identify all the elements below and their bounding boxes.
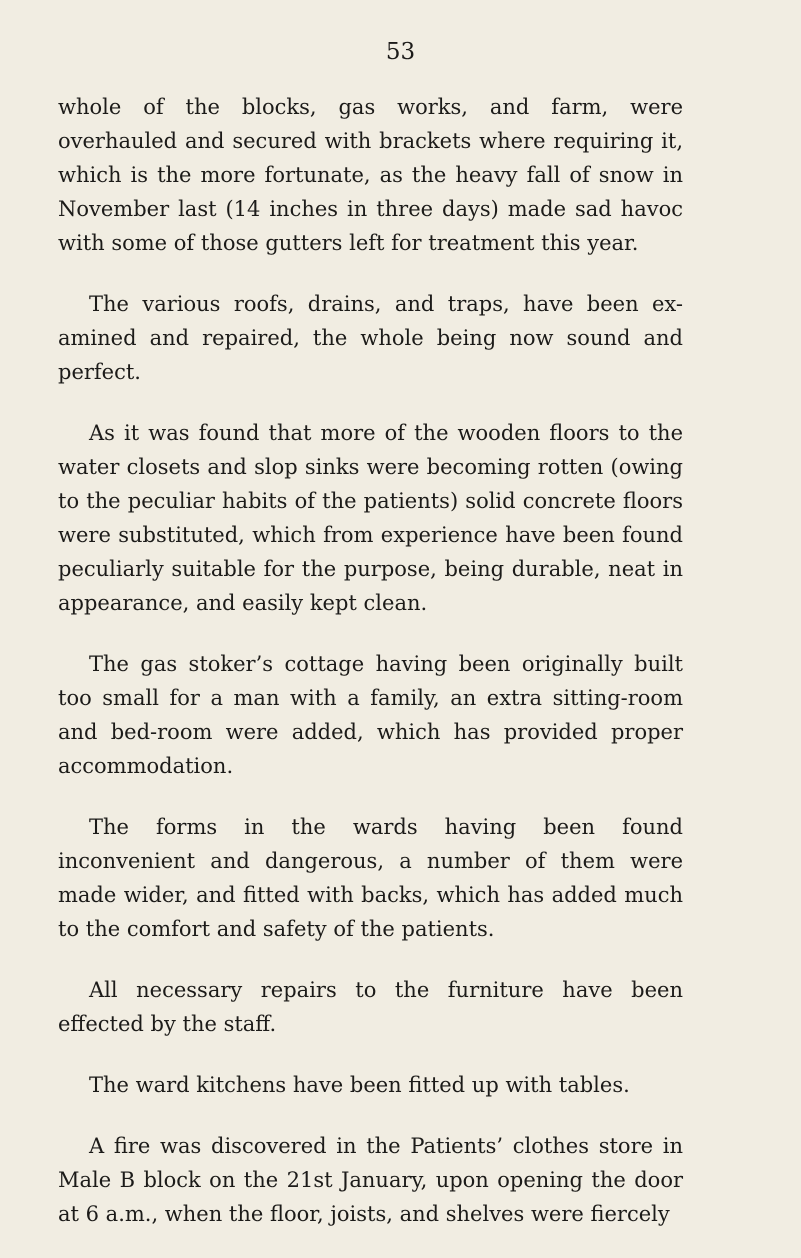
paragraph-furniture-repairs: All necessary repairs to the furniture have been effected by the staff. xyxy=(58,978,683,1036)
body-text xyxy=(58,90,683,1258)
paragraph-concrete-floors: As it was found that more of the wooden floors to the water closets and slop sinks were becoming rotten (owing to the peculiar habits of the patients) solid concrete floors were substituted, which from experience have been found peculiarly suitable for the purpose, being durable, neat in appearance, and easily kept clean. xyxy=(58,421,683,615)
paragraph-stoker-cottage: The gas stoker’s cottage having been originally built too small for a man with a family, an extra sitting-room and bed-room were added, which has provided proper accommodation. xyxy=(58,652,683,778)
paragraph-ward-forms: The forms in the wards having been found inconvenient and dangerous, a number of them were made wider, and fitted with backs, which has added much to the comfort and safety of the patients. xyxy=(58,815,683,941)
page-number: 53 xyxy=(385,39,416,65)
paragraph-roofs-drains: The various roofs, drains, and traps, have been ex- amined and repaired, the whole being now sound and perfect. xyxy=(58,292,683,384)
paragraph-fire: A fire was discovered in the Patients’ clothes store in Male B block on the 21st January, upon opening the door at 6 a.m., when the floor, joists, and shelves were fiercely xyxy=(58,1134,683,1226)
paragraph-ward-kitchens: The ward kitchens have been fitted up with tables. xyxy=(89,1073,630,1097)
paragraph-continuation: whole of the blocks, gas works, and farm, were overhauled and secured with brackets where requiring it, which is the more fortunate, as the heavy fall of snow in November last (14 inches in three days) made sad havoc with some of those gutters left for treatment this year. xyxy=(58,95,683,255)
